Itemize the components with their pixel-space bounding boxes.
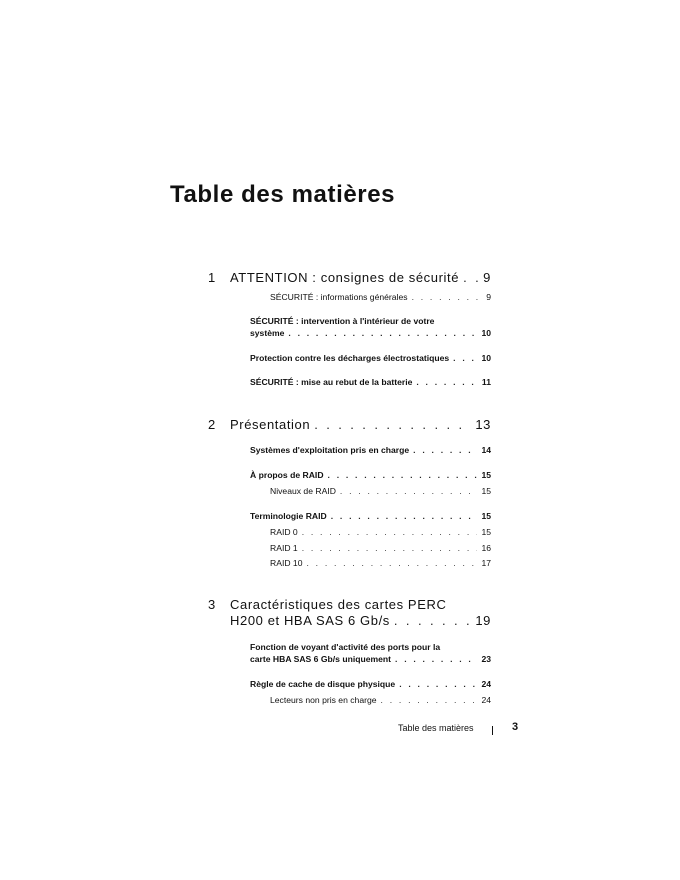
footer-divider bbox=[492, 726, 493, 735]
page-number: 9 bbox=[483, 270, 491, 285]
toc-entry[interactable] bbox=[250, 470, 491, 480]
toc-entry[interactable] bbox=[270, 486, 491, 496]
dot-leader bbox=[394, 613, 471, 628]
entry-label: SÉCURITÉ : mise au rebut de la batterie bbox=[250, 377, 413, 387]
page-number: 9 bbox=[486, 292, 491, 302]
page-number: 19 bbox=[475, 613, 491, 628]
footer-label: Table des matières bbox=[398, 723, 474, 733]
entry-label-line[interactable]: Fonction de voyant d'activité des ports pour la bbox=[250, 642, 441, 652]
page-number: 15 bbox=[481, 527, 491, 537]
page-number: 16 bbox=[481, 543, 491, 553]
chapter-number: 1 bbox=[208, 270, 216, 285]
entry-label: À propos de RAID bbox=[250, 470, 324, 480]
dot-leader bbox=[288, 328, 477, 338]
page-number: 13 bbox=[475, 417, 491, 432]
entry-label: RAID 1 bbox=[270, 543, 298, 553]
entry-label: RAID 0 bbox=[270, 527, 298, 537]
toc-entry[interactable] bbox=[270, 527, 491, 537]
dot-leader bbox=[302, 543, 478, 553]
entry-label: Terminologie RAID bbox=[250, 511, 327, 521]
page-number: 24 bbox=[481, 679, 491, 689]
entry-label: RAID 10 bbox=[270, 558, 303, 568]
dot-leader bbox=[314, 417, 471, 432]
dot-leader bbox=[463, 270, 479, 285]
page-number: 15 bbox=[481, 486, 491, 496]
dot-leader bbox=[306, 558, 477, 568]
entry-label: SÉCURITÉ : informations générales bbox=[270, 292, 408, 302]
toc-entry[interactable] bbox=[250, 654, 491, 664]
toc-chapter-2[interactable] bbox=[230, 417, 491, 432]
page-number: 10 bbox=[481, 328, 491, 338]
toc-chapter-3[interactable] bbox=[230, 613, 491, 628]
dot-leader bbox=[395, 654, 477, 664]
chapter-number: 3 bbox=[208, 597, 216, 612]
toc-entry[interactable] bbox=[270, 543, 491, 553]
toc-entry[interactable] bbox=[270, 292, 491, 302]
toc-chapter-1[interactable] bbox=[230, 270, 491, 285]
toc-entry[interactable] bbox=[250, 353, 491, 363]
entry-label: Règle de cache de disque physique bbox=[250, 679, 396, 689]
page-title: Table des matières bbox=[170, 181, 396, 208]
toc-entry[interactable] bbox=[250, 511, 491, 521]
entry-label: Lecteurs non pris en charge bbox=[270, 695, 377, 705]
footer-page-number: 3 bbox=[512, 721, 519, 733]
entry-label: Systèmes d'exploitation pris en charge bbox=[250, 445, 410, 455]
dot-leader bbox=[302, 527, 478, 537]
page-number: 17 bbox=[481, 558, 491, 568]
toc-entry[interactable] bbox=[250, 679, 491, 689]
dot-leader bbox=[328, 470, 478, 480]
toc-entry[interactable] bbox=[250, 445, 491, 455]
chapter-label: Présentation bbox=[230, 417, 311, 432]
dot-leader bbox=[340, 486, 478, 496]
entry-label: système bbox=[250, 328, 285, 338]
entry-label: carte HBA SAS 6 Gb/s uniquement bbox=[250, 654, 392, 664]
page-number: 11 bbox=[481, 377, 491, 387]
toc-entry[interactable] bbox=[270, 695, 491, 705]
dot-leader bbox=[412, 292, 483, 302]
dot-leader bbox=[453, 353, 477, 363]
entry-label-line[interactable]: SÉCURITÉ : intervention à l'intérieur de votre bbox=[250, 316, 435, 326]
page-number: 23 bbox=[481, 654, 491, 664]
dot-leader bbox=[413, 445, 477, 455]
dot-leader bbox=[331, 511, 478, 521]
dot-leader bbox=[416, 377, 478, 387]
toc-entry[interactable] bbox=[270, 558, 491, 568]
page-number: 10 bbox=[481, 353, 491, 363]
dot-leader bbox=[399, 679, 477, 689]
chapter-number: 2 bbox=[208, 417, 216, 432]
page-number: 14 bbox=[481, 445, 491, 455]
toc-entry[interactable] bbox=[250, 377, 491, 387]
entry-label: Niveaux de RAID bbox=[270, 486, 336, 496]
chapter-label-line[interactable]: Caractéristiques des cartes PERC bbox=[230, 597, 447, 612]
page-number: 15 bbox=[481, 511, 491, 521]
page-number: 15 bbox=[481, 470, 491, 480]
page-number: 24 bbox=[481, 695, 491, 705]
entry-label: Protection contre les décharges électrostatiques bbox=[250, 353, 450, 363]
chapter-label: ATTENTION : consignes de sécurité bbox=[230, 270, 460, 285]
dot-leader bbox=[381, 695, 478, 705]
toc-entry[interactable] bbox=[250, 328, 491, 338]
chapter-label: H200 et HBA SAS 6 Gb/s bbox=[230, 613, 390, 628]
